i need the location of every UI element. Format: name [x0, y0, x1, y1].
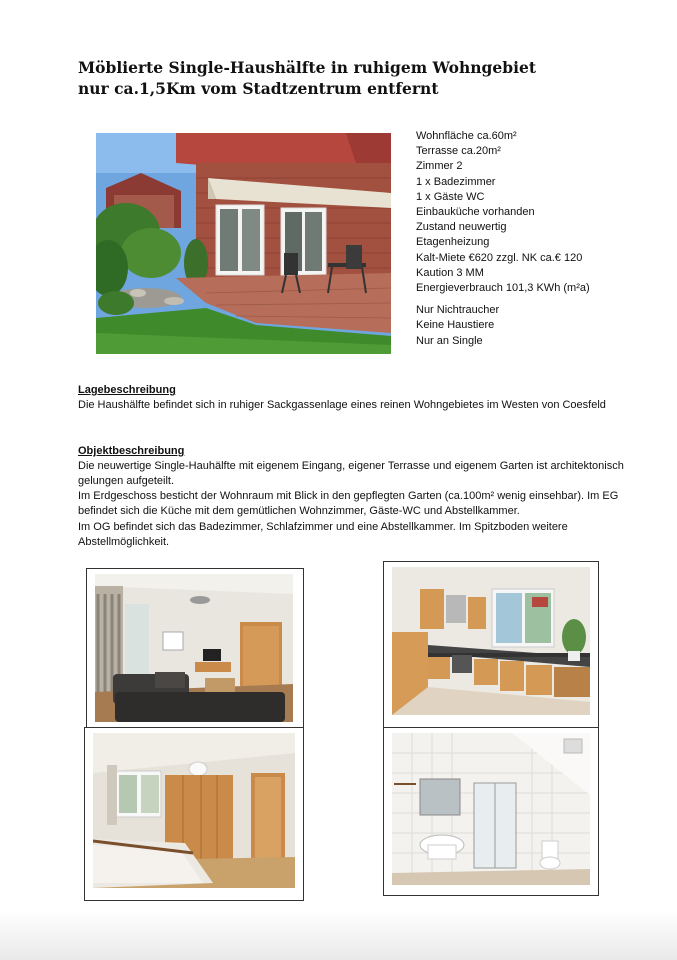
fact-condition: Zustand neuwertig [416, 221, 507, 234]
fact-kitchen: Einbauküche vorhanden [416, 206, 535, 219]
fact-heating: Etagenheizung [416, 236, 490, 249]
bedroom-photo [84, 727, 304, 901]
list-spacer [416, 296, 656, 303]
page-bottom-shadow [0, 910, 677, 960]
object-paragraph-3: Im OG befindet sich das Badezimmer, Schlafzimmer und eine Abstellkammer. Im Spitzboden weitere Abstellmöglichkeit. [78, 521, 568, 549]
fact-rooms: Zimmer 2 [416, 160, 463, 173]
bathroom-photo [383, 727, 599, 896]
fact-bathroom: 1 x Badezimmer [416, 175, 496, 188]
kitchen-photo [383, 561, 599, 729]
fact-deposit: Kaution 3 MM [416, 266, 484, 279]
property-facts [416, 129, 656, 349]
location-text: Die Haushälfte befindet sich in ruhiger Sackgassenlage eines reinen Wohngebietes im Westen von Coesfeld [78, 399, 606, 411]
fact-energy: Energieverbrauch 101,3 KWh (m²a) [416, 282, 590, 295]
object-paragraph-1: Die neuwertige Single-Hauhälfte mit eigenem Eingang, eigener Terrasse und eigenem Garten ist architektonisch gelungen aufgeteilt. [78, 460, 624, 488]
location-heading: Lagebeschreibung [78, 384, 176, 396]
fact-guest-wc: 1 x Gäste WC [416, 190, 485, 203]
page-title [78, 57, 598, 99]
object-heading: Objektbeschreibung [78, 445, 185, 457]
house-exterior-photo [96, 133, 391, 354]
title-line-2: nur ca.1,5Km vom Stadtzentrum entfernt [78, 79, 439, 98]
object-paragraph-2: Im Erdgeschoss besticht der Wohnraum mit Blick in den gepflegten Garten (ca.100m² wenig einsehbar). Im EG befindet sich die Küche mit dem gemütlichen Wohnzimmer, Gäste-WC und Abstellkammer. [78, 490, 619, 518]
condition-no-pets: Keine Haustiere [416, 319, 495, 332]
fact-rent: Kalt-Miete €620 zzgl. NK ca.€ 120 [416, 251, 583, 264]
title-line-1: Möblierte Single-Haushälfte in ruhigem Wohngebiet [78, 58, 537, 77]
condition-non-smoker: Nur Nichtraucher [416, 304, 500, 317]
fact-living-area: Wohnfläche ca.60m² [416, 130, 517, 142]
fact-terrace: Terrasse ca.20m² [416, 145, 501, 158]
living-room-photo [86, 568, 304, 728]
condition-single-only: Nur an Single [416, 334, 483, 347]
